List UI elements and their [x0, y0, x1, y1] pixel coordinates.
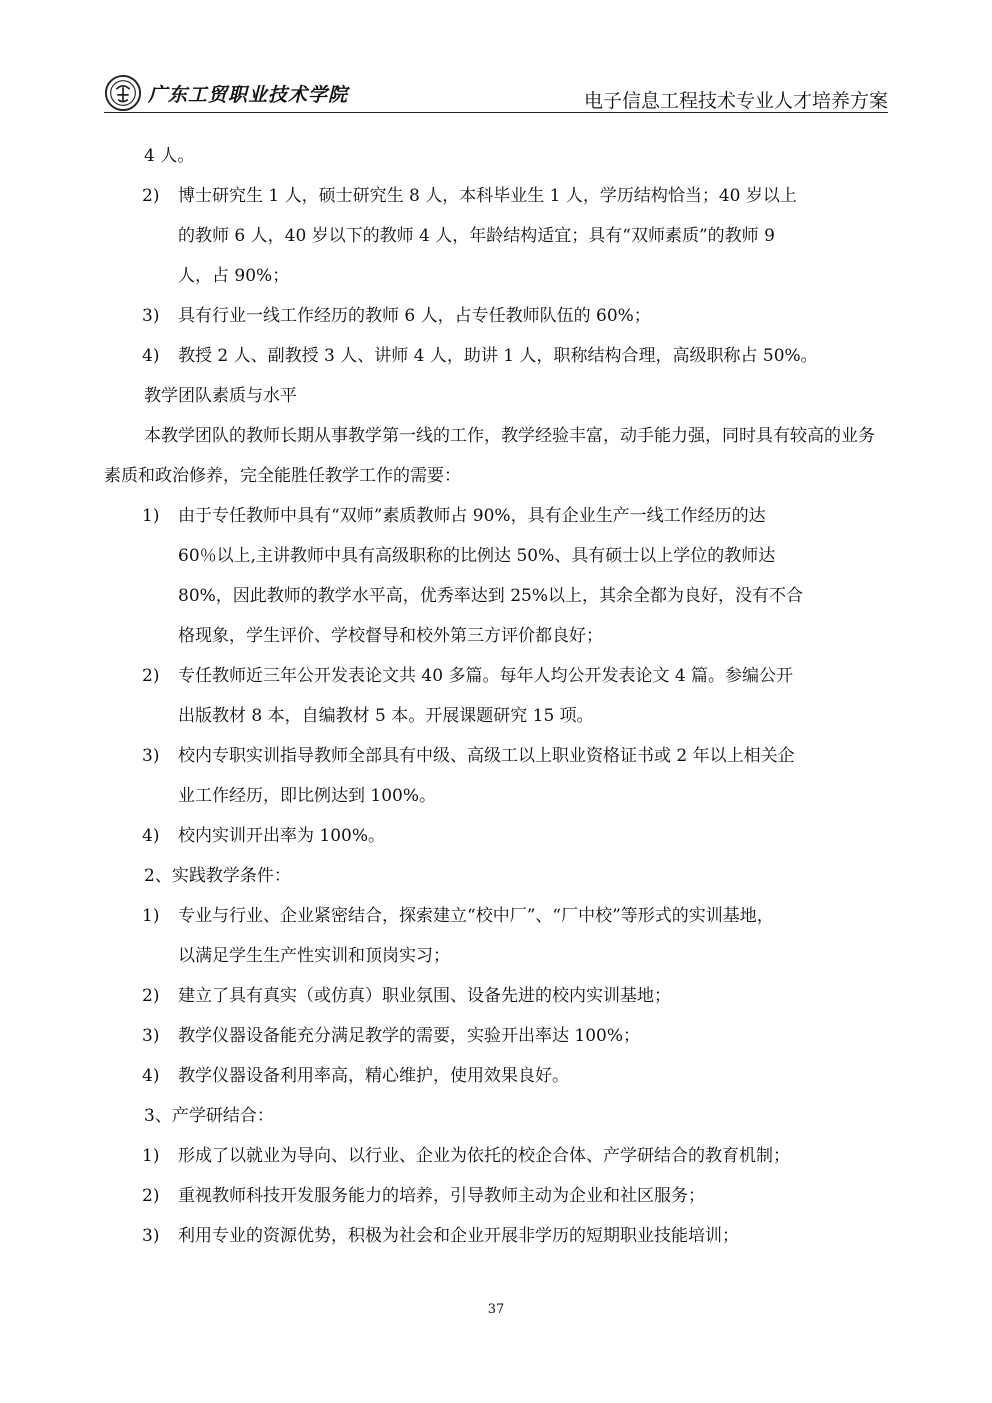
- list-item-number: 3): [142, 306, 160, 326]
- team-heading: 教学团队素质与水平: [144, 386, 297, 406]
- list-item-continuation: 60％以上,主讲教师中具有高级职称的比例达 50%、具有硕士以上学位的教师达: [178, 546, 776, 566]
- list-item-text: 教学仪器设备利用率高，精心维护，使用效果良好。: [178, 1066, 569, 1086]
- list-item-continuation: 以满足学生生产性实训和顶岗实习；: [178, 946, 450, 966]
- list-item-number: 2): [142, 986, 160, 1006]
- list-item-text: 重视教师科技开发服务能力的培养，引导教师主动为企业和社区服务；: [178, 1186, 705, 1206]
- list-item-number: 2): [142, 666, 160, 686]
- page-number: 37: [487, 1302, 505, 1317]
- page-header: [104, 68, 888, 113]
- list-item: [104, 736, 888, 776]
- list-item: [104, 296, 888, 336]
- list-item-number: 3): [142, 1226, 160, 1246]
- industry-research-list: [104, 1136, 888, 1256]
- research-heading: 3、产学研结合：: [144, 1106, 274, 1126]
- lead-line: 4 人。: [144, 146, 195, 166]
- team-quality-list: [104, 496, 888, 856]
- list-item-number: 2): [142, 1186, 160, 1206]
- list-item-text: 由于专任教师中具有“双师”素质教师占 90%，具有企业生产一线工作经历的达: [178, 506, 766, 526]
- list-item-continuation: 人，占 90%；: [178, 266, 290, 286]
- list-item-number: 3): [142, 1026, 160, 1046]
- list-item-text: 博士研究生 1 人，硕士研究生 8 人，本科毕业生 1 人，学历结构恰当；40 岁以上: [178, 186, 797, 206]
- list-item: [104, 1216, 888, 1256]
- school-name: 广东工贸职业技术学院: [148, 84, 349, 106]
- college-seal-logo-icon: [104, 74, 142, 112]
- list-item-text: 形成了以就业为导向、以行业、企业为依托的校企合体、产学研结合的教育机制；: [178, 1146, 790, 1166]
- list-item-text: 专任教师近三年公开发表论文共 40 多篇。每年人均公开发表论文 4 篇。参编公开: [178, 666, 794, 686]
- list-item: [104, 816, 888, 856]
- list-item-text: 校内专职实训指导教师全部具有中级、高级工以上职业资格证书或 2 年以上相关企: [178, 746, 795, 766]
- practice-conditions-list: [104, 896, 888, 1096]
- list-item-continuation: 80%，因此教师的教学水平高，优秀率达到 25%以上，其余全都为良好，没有不合: [178, 586, 803, 606]
- list-item-continuation: 的教师 6 人，40 岁以下的教师 4 人，年龄结构适宜；具有“双师素质”的教师 9: [178, 226, 775, 246]
- list-item-continuation: 格现象，学生评价、学校督导和校外第三方评价都良好；: [178, 626, 603, 646]
- document-title: 电子信息工程技术专业人才培养方案: [583, 90, 888, 112]
- list-item-text: 具有行业一线工作经历的教师 6 人，占专任教师队伍的 60%；: [178, 306, 651, 326]
- list-item: [104, 1016, 888, 1056]
- list-item-continuation: 出版教材 8 本，自编教材 5 本。开展课题研究 15 项。: [178, 706, 594, 726]
- list-item: [104, 1056, 888, 1096]
- list-item-continuation: 业工作经历，即比例达到 100%。: [178, 786, 437, 806]
- list-item-number: 4): [142, 826, 160, 846]
- list-item: [104, 1136, 888, 1176]
- document-body: [104, 136, 888, 1256]
- list-item: [104, 1176, 888, 1216]
- list-item: [104, 336, 888, 376]
- list-item-text: 教学仪器设备能充分满足教学的需要，实验开出率达 100%；: [178, 1026, 641, 1046]
- team-paragraph: 本教学团队的教师长期从事教学第一线的工作，教学经验丰富，动手能力强，同时具有较高的业务素质和政治修养，完全能胜任教学工作的需要：: [104, 426, 875, 486]
- list-item: [104, 496, 888, 536]
- faculty-structure-list: [104, 176, 888, 376]
- list-item-number: 4): [142, 1066, 160, 1086]
- list-item: [104, 976, 888, 1016]
- list-item-text: 校内实训开出率为 100%。: [178, 826, 386, 846]
- list-item-text: 教授 2 人、副教授 3 人、讲师 4 人，助讲 1 人，职称结构合理，高级职称占 50%。: [178, 346, 818, 366]
- list-item-text: 利用专业的资源优势，积极为社会和企业开展非学历的短期职业技能培训；: [178, 1226, 739, 1246]
- list-item: [104, 896, 888, 936]
- list-item-number: 1): [142, 906, 160, 926]
- list-item-number: 3): [142, 746, 160, 766]
- list-item-number: 4): [142, 346, 160, 366]
- list-item-number: 2): [142, 186, 160, 206]
- list-item-text: 专业与行业、企业紧密结合，探索建立“校中厂”、“厂中校”等形式的实训基地，: [178, 906, 774, 926]
- list-item-number: 1): [142, 506, 160, 526]
- practice-heading: 2、实践教学条件：: [144, 866, 291, 886]
- list-item-text: 建立了具有真实（或仿真）职业氛围、设备先进的校内实训基地；: [178, 986, 671, 1006]
- list-item-number: 1): [142, 1146, 160, 1166]
- list-item: [104, 176, 888, 216]
- list-item: [104, 656, 888, 696]
